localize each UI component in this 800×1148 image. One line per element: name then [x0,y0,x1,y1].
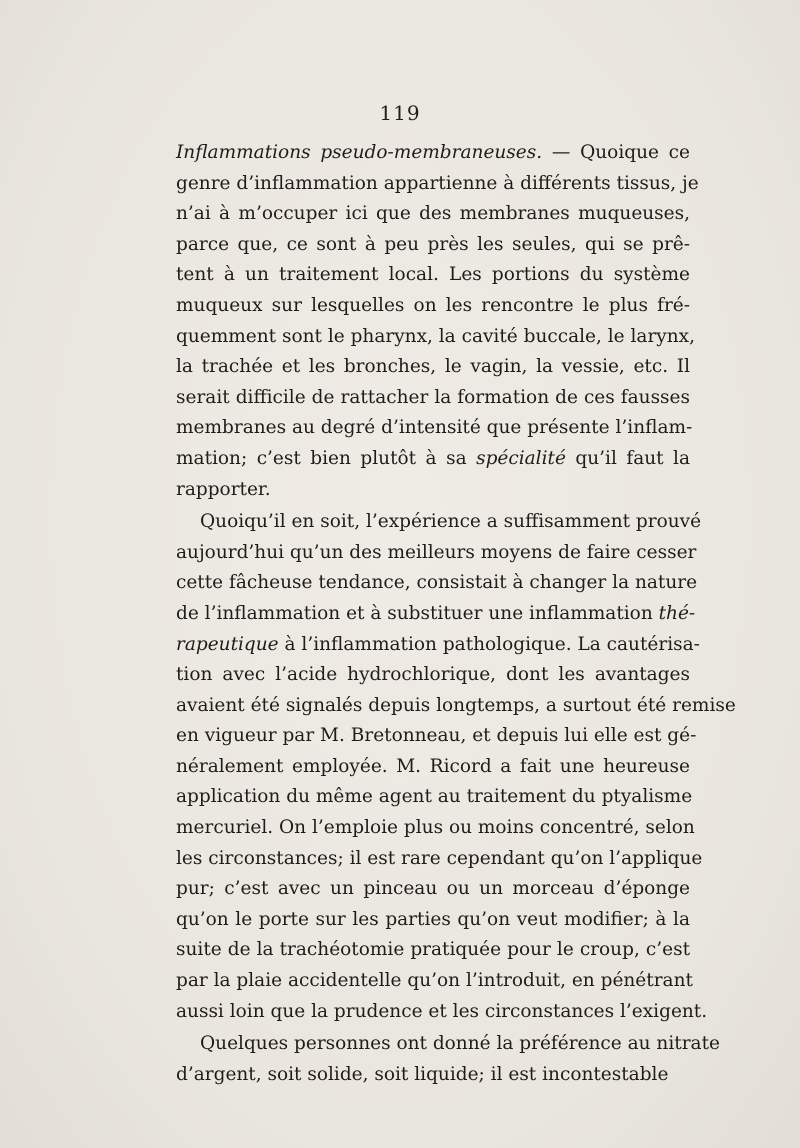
text-line [176,475,690,506]
text-segment: rapporter. [176,478,271,500]
italic-text: thé- [658,602,696,624]
paragraph [176,1029,720,1090]
text-segment: d’argent, soit solide, soit liquide; il est incontestable [176,1063,669,1085]
text-line [176,966,693,997]
text-line [176,538,697,569]
text-segment: mercuriel. On l’emploie plus ou moins concentré, selon [176,817,695,839]
paragraph [176,138,699,505]
text-segment: par la plaie accidentelle qu’on l’introduit, en pénétrant [176,970,693,992]
text-segment: membranes au degré d’intensité que présente l’inflam- [176,417,693,439]
text-segment: mation; c’est bien plutôt à sa [176,447,477,469]
text-segment: qu’il faut la [565,447,690,469]
text-line [176,1029,720,1060]
page-number: 119 [379,101,421,125]
text-line [176,260,690,291]
body-text [176,138,736,1090]
text-segment: pur; c’est avec un pinceau ou un morceau d’éponge [176,878,690,900]
text-segment: qu’on le porte sur les parties qu’on veut modifier; à la [176,908,690,930]
text-segment: cette fâcheuse tendance, consistait à changer la nature [176,572,698,594]
italic-text: rapeutique [176,633,279,655]
text-line [176,630,700,661]
text-line [176,444,690,475]
text-segment: néralement employée. M. Ricord a fait une heureuse [176,755,690,777]
text-segment: aussi loin que la prudence et les circonstances l’exigent. [176,1000,708,1022]
text-segment: à l’inflammation pathologique. La cautérisa- [278,633,700,655]
text-segment: quemment sont le pharynx, la cavité buccale, le larynx, [176,325,695,347]
text-segment: tent à un traitement local. Les portions du système [176,264,690,286]
text-segment: suite de la trachéotomie pratiquée pour le croup, c’est [176,939,690,961]
text-segment: parce que, ce sont à peu près les seules, qui se prê- [176,233,690,255]
text-line [176,1060,690,1091]
text-line [176,383,690,414]
text-line [176,691,736,722]
text-segment: genre d’inflammation appartienne à différents tissus, je [176,172,699,194]
text-segment: — Quoique ce [542,142,690,163]
text-segment: muqueux sur lesquelles on les rencontre le plus fré- [176,294,690,316]
text-line [176,599,696,630]
italic-text: Inflammations pseudo-membraneuses. [176,142,543,163]
text-line [176,782,693,813]
text-line [176,997,708,1028]
text-segment: de l’inflammation et à substituer une inflammation [176,602,659,624]
text-segment: aujourd’hui qu’un des meilleurs moyens de faire cesser [176,541,697,563]
text-line [176,169,699,200]
text-segment: n’ai à m’occuper ici que des membranes muqueuses, [176,203,690,225]
text-line [176,199,690,230]
text-line [176,935,690,966]
text-segment: Quoiqu’il en soit, l’expérience a suffisamment prouvé [200,511,702,533]
text-line [176,844,703,875]
text-line [176,721,697,752]
text-segment: Quelques personnes ont donné la préférence au nitrate [200,1033,720,1055]
text-segment: serait difficile de rattacher la formation de ces fausses [176,386,690,408]
text-line [176,813,695,844]
text-line [176,752,690,783]
text-line [176,230,690,261]
text-segment: les circonstances; il est rare cependant qu’on l’applique [176,847,703,869]
text-segment: la trachée et les bronches, le vagin, la vessie, etc. Il [176,356,690,378]
text-segment: en vigueur par M. Bretonneau, et depuis lui elle est gé- [176,725,697,747]
text-line [176,352,690,383]
text-line [176,568,698,599]
text-line [176,874,690,905]
text-segment: tion avec l’acide hydrochlorique, dont les avantages [176,664,690,686]
text-line [176,322,695,353]
text-segment: application du même agent au traitement du ptyalisme [176,786,693,808]
text-line [176,660,690,691]
text-line [176,138,690,169]
text-line [176,507,702,538]
text-line [176,905,690,936]
italic-text: spécialité [476,447,566,469]
text-segment: avaient été signalés depuis longtemps, a surtout été remise [176,694,736,716]
paragraph [176,507,736,1027]
text-line [176,413,693,444]
text-line [176,291,690,322]
